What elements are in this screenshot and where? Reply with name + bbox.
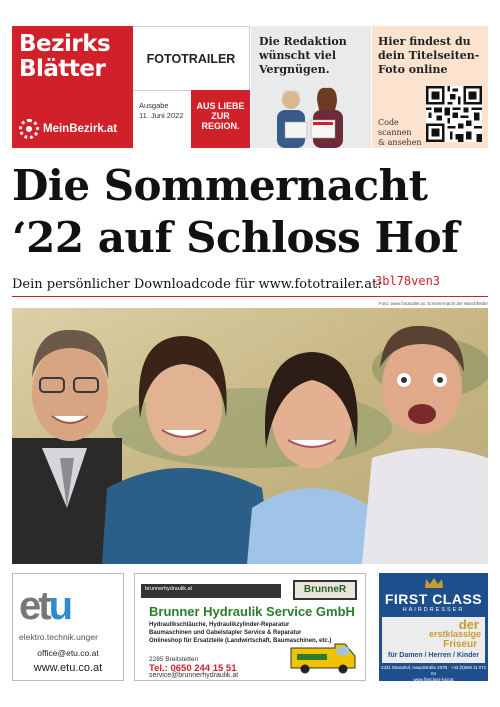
qr-code-icon[interactable] xyxy=(426,86,482,142)
logo-line-2: Blätter xyxy=(19,56,106,82)
download-label: Dein persönlicher Downloadcode für www.fototrailer.at: xyxy=(12,277,382,292)
titel-line-3: Foto online xyxy=(378,63,448,76)
meinbezirk-brand xyxy=(19,119,117,139)
photo-credit: Foto: www.fototrailer.at, Sommernacht der Marchfelder xyxy=(378,301,488,306)
etu-subtitle: elektro.technik.unger xyxy=(19,632,98,642)
brunner-banner: brunnerhydraulik.at xyxy=(141,584,281,598)
headline-line-2: ‘22 auf Schloss Hof xyxy=(12,213,459,262)
titel-line-2: dein Titelseiten- xyxy=(378,49,480,62)
brunner-service-3: Onlineshop für Ersatzteile (Landwirtschaft, Baumaschinen, etc.) xyxy=(149,638,332,644)
first-class-address xyxy=(379,665,488,683)
brunner-logo: BrunneR xyxy=(293,580,357,600)
download-code: 3bl78ven3 xyxy=(375,274,441,288)
first-class-panel xyxy=(382,617,485,663)
issue-info xyxy=(133,90,191,148)
etu-logo-u: u xyxy=(48,584,71,628)
brunner-email[interactable]: service@brunnerhydraulik.at xyxy=(149,672,239,679)
ad-brunner[interactable] xyxy=(134,573,366,681)
editors-photo xyxy=(265,86,357,148)
slogan-line-2: ZUR xyxy=(211,111,230,121)
brunner-name: Brunner Hydraulik Service GmbH xyxy=(149,604,355,619)
meinbezirk-sun-icon xyxy=(19,119,39,139)
etu-website[interactable]: www.etu.co.at xyxy=(33,662,103,674)
code-hint xyxy=(378,118,421,148)
group-photo xyxy=(12,308,488,564)
section-label: FOTOTRAILER xyxy=(133,26,250,90)
first-class-web[interactable]: www.firstclass-hair.at xyxy=(413,677,454,682)
divider xyxy=(12,296,488,297)
etu-logo-t: t xyxy=(38,584,49,628)
slogan-box xyxy=(191,90,250,148)
ad-etu[interactable] xyxy=(12,573,124,681)
issue-date: 11. Juni 2022 xyxy=(139,111,184,120)
logo-title xyxy=(19,32,110,82)
code-hint-line-1: Code xyxy=(378,118,399,127)
first-class-friseur: Friseur xyxy=(443,639,477,650)
first-class-erstklassige: erstklassige xyxy=(428,629,481,639)
brunner-service-2: Baumaschinen und Gabelstapler Service & Reparatur xyxy=(149,630,302,636)
bezirksblaetter-logo[interactable] xyxy=(12,26,133,148)
etu-logo-e: e xyxy=(19,584,39,628)
issue-label: Ausgabe xyxy=(139,101,169,110)
van-icon xyxy=(289,640,359,674)
brunner-service-1: Hydraulikschläuche, Hydraulikzylinder-Reparatur xyxy=(149,622,290,628)
code-hint-line-2: scannen xyxy=(378,128,412,137)
first-class-title: FIRST CLASS xyxy=(384,591,483,607)
redaktion-box xyxy=(251,26,371,148)
brunner-address: 2285 Breitstetten xyxy=(149,656,199,663)
redaktion-text xyxy=(259,35,347,77)
brunner-phone[interactable]: Tel.: 0650 244 15 51 xyxy=(149,663,237,674)
first-class-der: der xyxy=(458,617,479,632)
slogan-line-1: AUS LIEBE xyxy=(196,101,245,111)
first-class-subtitle: HAIRDRESSER xyxy=(402,607,465,613)
first-class-address-line: 2331 Strasshof, Hauptstraße 287B · +43 (0)699 11 072 04 xyxy=(381,665,486,676)
first-class-target: für Damen / Herren / Kinder xyxy=(387,652,480,659)
headline xyxy=(12,160,492,264)
etu-email[interactable]: office@etu.co.at xyxy=(37,648,99,658)
redaktion-line-1: Die Redaktion xyxy=(259,35,347,48)
redaktion-line-2: wünscht viel xyxy=(259,49,337,62)
headline-line-1: Die Sommernacht xyxy=(12,161,428,210)
logo-line-1: Bezirks xyxy=(19,31,111,57)
etu-logo xyxy=(19,584,70,629)
meinbezirk-label: MeinBezirk.at xyxy=(43,123,118,135)
titel-text xyxy=(378,35,479,77)
slogan-line-3: REGION. xyxy=(201,121,240,131)
redaktion-line-3: Vergnügen. xyxy=(259,63,330,76)
titelfoto-box xyxy=(372,26,488,148)
code-hint-line-3: & ansehen xyxy=(378,138,422,147)
titel-line-1: Hier findest du xyxy=(378,35,471,48)
crown-icon xyxy=(424,577,444,589)
ad-first-class[interactable] xyxy=(379,573,488,681)
